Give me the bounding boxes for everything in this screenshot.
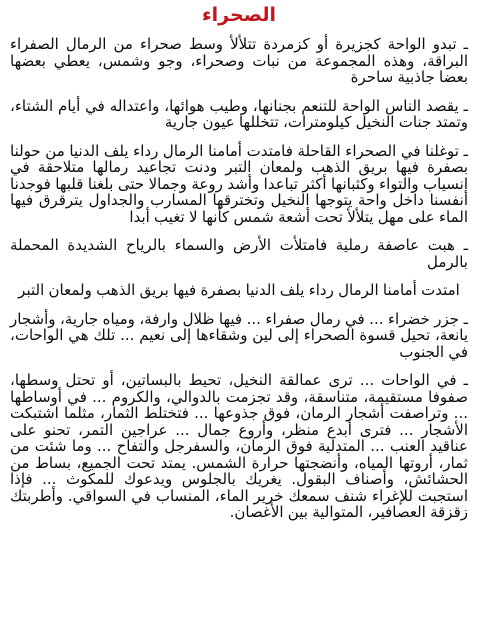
paragraph-3: ـ توغلنا في الصحراء القاحلة فامتدت أمامنا الرمال رداء يلف الدنيا من حولنا بصفرة فيها بريق الذهب ولمعان التبر ودنت تجاعيد رمالها متلاحقة في انسياب والتواء وكثبانها أكثر تباعدا وأشد روعة وجمالا حتى بلغنا قلبها فوجدنا أنفسنا داخل واحة يتوجها النخيل وتخترقها المسارب والجداول يترقرق فيها الماء على مهل يتلألأ تحت أشعة شمس كأنها لا تغيب أبدا: [10, 141, 468, 226]
paragraph-4: ـ هبت عاصفة رملية فامتلأت الأرض والسماء بالرياح الشديدة المحملة بالرمل: [10, 236, 468, 271]
paragraph-2: ـ يقصد الناس الواحة للتنعم بجنانها، وطيب هوائها، واعتداله في أيام الشتاء، وتمتد جنات النخيل كيلومترات، تتخللها عيون جارية: [10, 96, 468, 131]
paragraph-5: امتدت أمامنا الرمال رداء يلف الدنيا بصفرة فيها بريق الذهب ولمعان التبر: [18, 281, 460, 299]
paragraph-1: ـ تبدو الواحة كجزيرة أو كزمردة تتلألأ وسط صحراء من الرمال الصفراء البراقة، وهذه المجموعة من نبات وصحراء، وجو وشمس، يعطي بعضها بعضا جاذبية ساحرة: [10, 35, 468, 86]
document-title: الصحراء: [201, 4, 277, 26]
paragraph-6: ـ جزر خضراء ... في رمال صفراء ... فيها ظلال وارفة، ومياه جارية، وأشجار يانعة، تحيل قسوة الصحراء إلى لين وشقاءها إلى نعيم ... تلك هي الواحات، في الجنوب: [10, 309, 468, 361]
paragraph-7: ـ في الواحات ... ترى عمالقة النخيل، تحيط بالبساتين، أو تحتل وسطها، صفوفا مستقيمة، متناسقة، وقد تجزمت بالدوالي، والكروم ... في أوساطها ... وتراصفت أشجار الرمان، فوق جذوعها ... فتختلط الثمار، مثلما اشتبكت الأشجار ... فترى أبدع منظر، وأروع جمال ... عراجين التمر، تحنو على عناقيد العنب ... المتدلية فوق الرمان، والسفرجل والتفاح ... وما شئت من ثمار، أروتها المياه، وأنضجتها حرارة الشمس. يمتد تحت الجميع، بساط من الحشائش، وأصناف البقول. يغريك بالجلوس ويدعوك للمكوث ... فإذا استجبت للإغراء شنف سمعك خرير الماء، المنساب في السواقي. وأطربتك زقزقة العصافير، المتوالية بين الأغصان.: [10, 371, 468, 521]
